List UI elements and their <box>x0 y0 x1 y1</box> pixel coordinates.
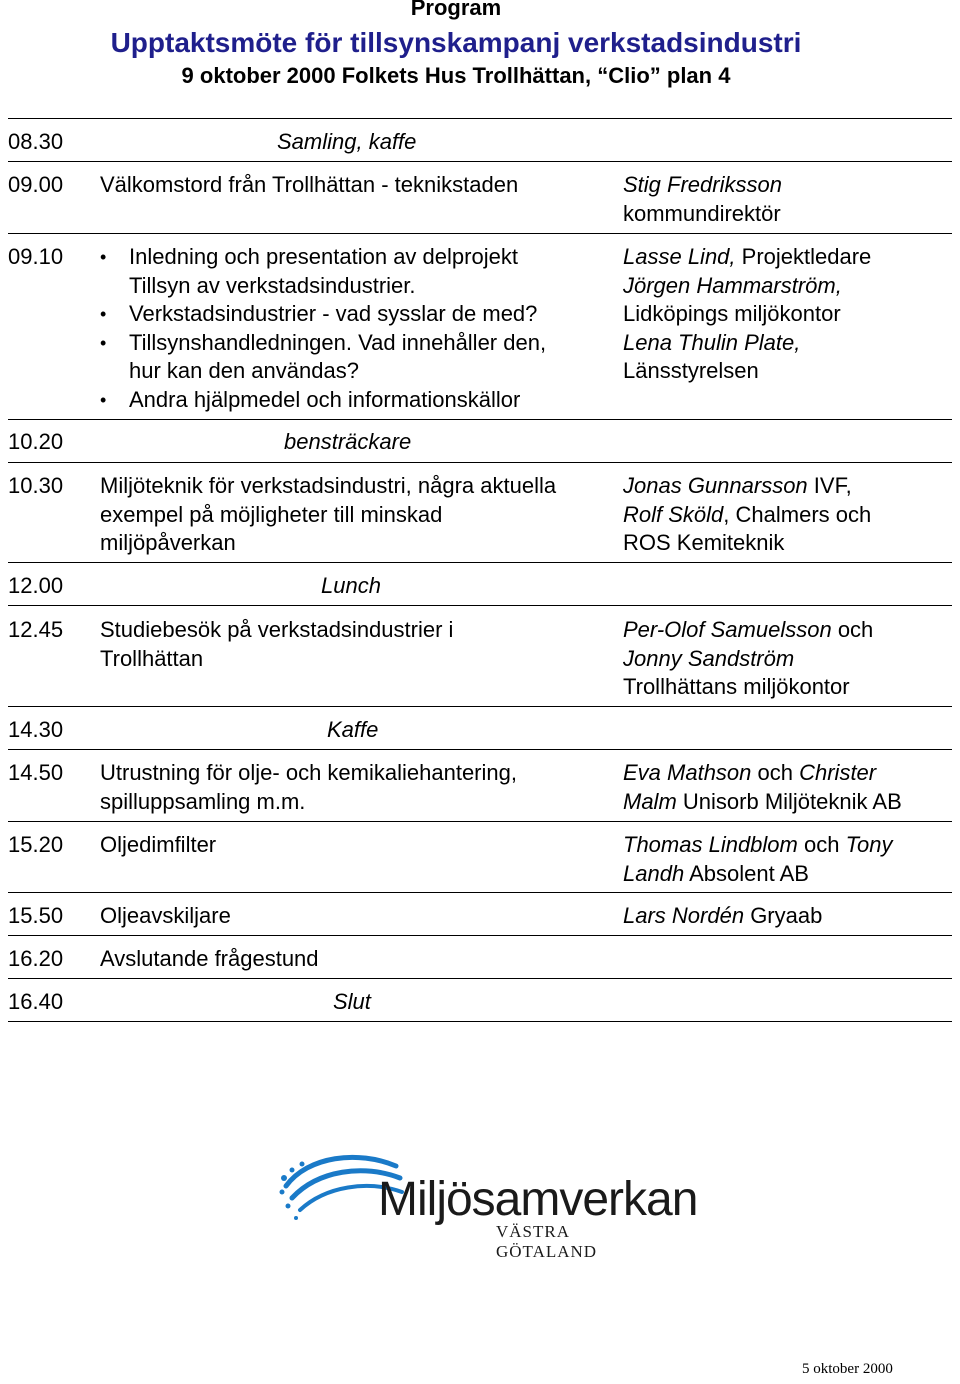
divider <box>8 233 952 234</box>
agenda-bullet-text: hur kan den användas? <box>129 358 359 383</box>
divider <box>8 1021 952 1022</box>
agenda-bullet-text: Inledning och presentation av delprojekt <box>129 244 518 269</box>
time-1020: 10.20 <box>8 429 64 454</box>
logo-region: VÄSTRA GÖTALAND <box>496 1222 598 1261</box>
speaker-name: Jörgen Hammarström, <box>623 272 842 298</box>
divider <box>8 749 952 750</box>
time-1030: 10.30 <box>8 473 64 498</box>
agenda-bullet-text: Verkstadsindustrier - vad sysslar de med? <box>129 301 538 326</box>
session-line: Studiebesök på verkstadsindustrier i <box>100 617 454 642</box>
time-1200: 12.00 <box>8 573 64 598</box>
session-line: spilluppsamling m.m. <box>100 788 306 814</box>
divider <box>8 706 952 707</box>
page-title: Upptaktsmöte för tillsynskampanj verkstadsindustri <box>110 27 802 58</box>
logo-wordmark: Miljösamverkan <box>378 1173 698 1226</box>
speaker-org: ROS Kemiteknik <box>623 530 785 555</box>
speaker-role: kommundirektör <box>623 201 781 226</box>
break-lunch: Lunch <box>321 573 381 598</box>
session-valkomst: Välkomstord från Trollhättan - teknikstaden <box>100 172 519 197</box>
date-place: 9 oktober 2000 Folkets Hus Trollhättan, “Clio” plan 4 <box>181 63 731 88</box>
miljosamverkan-logo <box>278 1148 698 1261</box>
time-1550: 15.50 <box>8 903 64 928</box>
time-0910: 09.10 <box>8 244 64 269</box>
divider <box>8 462 952 463</box>
break-samling: Samling, kaffe <box>277 129 417 154</box>
speaker-line: Lasse Lind, Projektledare <box>623 244 872 269</box>
time-1640: 16.40 <box>8 989 64 1014</box>
speaker-line: Eva Mathson och Christer <box>623 760 877 785</box>
speaker-line: Rolf Sköld, Chalmers och <box>623 501 872 527</box>
divider <box>8 978 952 979</box>
divider <box>8 161 952 162</box>
speaker-org: Länsstyrelsen <box>623 358 759 383</box>
session-oljedimfilter: Oljedimfilter <box>100 832 217 857</box>
speaker-line: Lars Nordén Gryaab <box>623 903 823 928</box>
divider <box>8 605 952 606</box>
agenda-bullet-text: Tillsyn av verkstadsindustrier. <box>129 272 416 298</box>
speaker-line: Jonas Gunnarsson IVF, <box>623 473 852 498</box>
time-1450: 14.50 <box>8 760 64 785</box>
divider <box>8 118 952 119</box>
time-1430: 14.30 <box>8 717 64 742</box>
footer-date: 5 oktober 2000 <box>802 1361 893 1377</box>
break-slut: Slut <box>333 989 371 1014</box>
program-heading: Program <box>410 0 502 20</box>
time-1520: 15.20 <box>8 832 64 857</box>
divider <box>8 562 952 563</box>
speaker-org: Lidköpings miljökontor <box>623 301 841 326</box>
session-line: miljöpåverkan <box>100 530 236 555</box>
session-oljeavskiljare: Oljeavskiljare <box>100 903 231 928</box>
divider <box>8 892 952 893</box>
speaker-name: Stig Fredriksson <box>623 172 782 197</box>
session-fragestund: Avslutande frågestund <box>100 946 319 971</box>
agenda-bullet-text: Tillsynshandledningen. Vad innehåller den, <box>129 329 547 355</box>
speaker-line: Per-Olof Samuelsson och <box>623 617 874 642</box>
speaker-line: Landh Absolent AB <box>623 860 809 886</box>
time-1245: 12.45 <box>8 617 64 642</box>
break-kaffe: Kaffe <box>327 717 379 742</box>
speaker-line: Thomas Lindblom och Tony <box>623 832 893 857</box>
speaker-org: Trollhättans miljökontor <box>623 674 850 699</box>
bullet-icon: • <box>100 332 107 353</box>
session-line: exempel på möjligheter till minskad <box>100 501 443 527</box>
divider <box>8 935 952 936</box>
time-1620: 16.20 <box>8 946 64 971</box>
time-0900: 09.00 <box>8 172 64 197</box>
bullet-icon: • <box>100 389 107 410</box>
divider <box>8 821 952 822</box>
bullet-icon: • <box>100 247 107 267</box>
time-0830: 08.30 <box>8 129 64 154</box>
session-line: Miljöteknik för verkstadsindustri, några aktuella <box>100 473 557 498</box>
session-line: Utrustning för olje- och kemikaliehantering, <box>100 760 517 785</box>
bullet-icon: • <box>100 304 107 324</box>
speaker-name: Jonny Sandström <box>623 645 795 671</box>
divider <box>8 419 952 420</box>
speaker-name: Lena Thulin Plate, <box>623 329 801 355</box>
speaker-line: Malm Unisorb Miljöteknik AB <box>623 788 902 814</box>
session-line: Trollhättan <box>100 645 204 671</box>
agenda-bullet-text: Andra hjälpmedel och informationskällor <box>129 386 521 412</box>
break-bensträckare: bensträckare <box>284 429 412 454</box>
